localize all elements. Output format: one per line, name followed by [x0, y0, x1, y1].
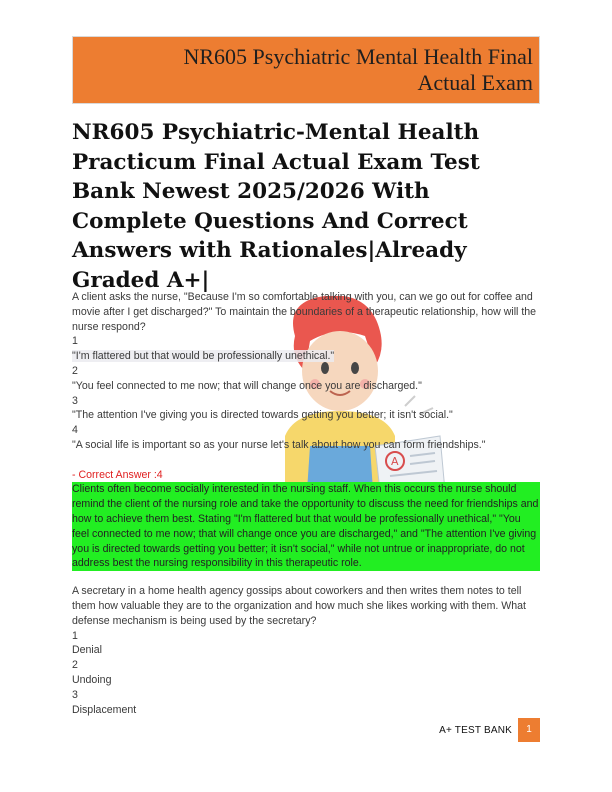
option-number: 2 [72, 364, 78, 377]
header-banner [72, 36, 540, 104]
option-number: 2 [72, 659, 78, 672]
banner-title-line-1: NR605 Psychiatric Mental Health Final [183, 44, 533, 69]
rationale-highlight: Clients often become socially interested in the nursing staff. When this occurs the nurse should remind the client of the nursing role and take the opportunity to discuss the need for friendships and how to achieve them best. Stating "I'm flattered but that would be professionally unethical," "You feel connected to me now; that will change once you are discharged," and "The attention I've giving you is directed towards getting you better; it isn't social," while not untrue or inappropriate, do not address best the nursing responsibility in this therapeutic role. [72, 483, 539, 570]
banner-title [184, 44, 534, 96]
document-title: NR605 Psychiatric-Mental Health Practicum Final Actual Exam Test Bank Newest 2025/2026 With Complete Questions And Correct Answers with Rationales|Already Graded A+| [72, 120, 480, 293]
option-text: "The attention I've giving you is directed towards getting you better; it isn't social." [72, 409, 453, 422]
option-number: 4 [72, 424, 78, 437]
svg-text:A: A [391, 455, 399, 468]
page-number: 1 [518, 718, 540, 742]
option-text: Undoing [72, 673, 112, 686]
question-1-stem: A client asks the nurse, "Because I'm so comfortable talking with you, can we go out for coffee and movie after I get discharged?" To maintain the boundaries of a therapeutic relationship, how will the nurse respond? [72, 291, 537, 333]
option-text: "You feel connected to me now; that will change once you are discharged." [72, 379, 422, 392]
option-text-highlight: "I'm flattered but that would be professionally unethical." [72, 350, 335, 363]
option-text: Displacement [72, 703, 137, 716]
footer-label: A+ TEST BANK [439, 725, 512, 736]
option-text: "A social life is important so as your nurse let's talk about how you can form friendships." [72, 438, 486, 451]
option-text: Denial [72, 644, 103, 657]
option-text [72, 349, 542, 364]
banner-title-line-2: Actual Exam [417, 70, 533, 95]
option-number: 3 [72, 394, 78, 407]
question-2-stem: A secretary in a home health agency gossips about coworkers and then writes them notes to tell them how valuable they are to the organization and how much she likes working with them. What defense mechanism is being used by the secretary? [72, 585, 527, 627]
document-body [72, 290, 542, 717]
correct-answer: - Correct Answer :4 [72, 468, 163, 481]
option-number: 1 [72, 629, 78, 642]
option-number: 3 [72, 688, 78, 701]
option-number: 1 [72, 335, 78, 348]
spacer [72, 571, 542, 584]
